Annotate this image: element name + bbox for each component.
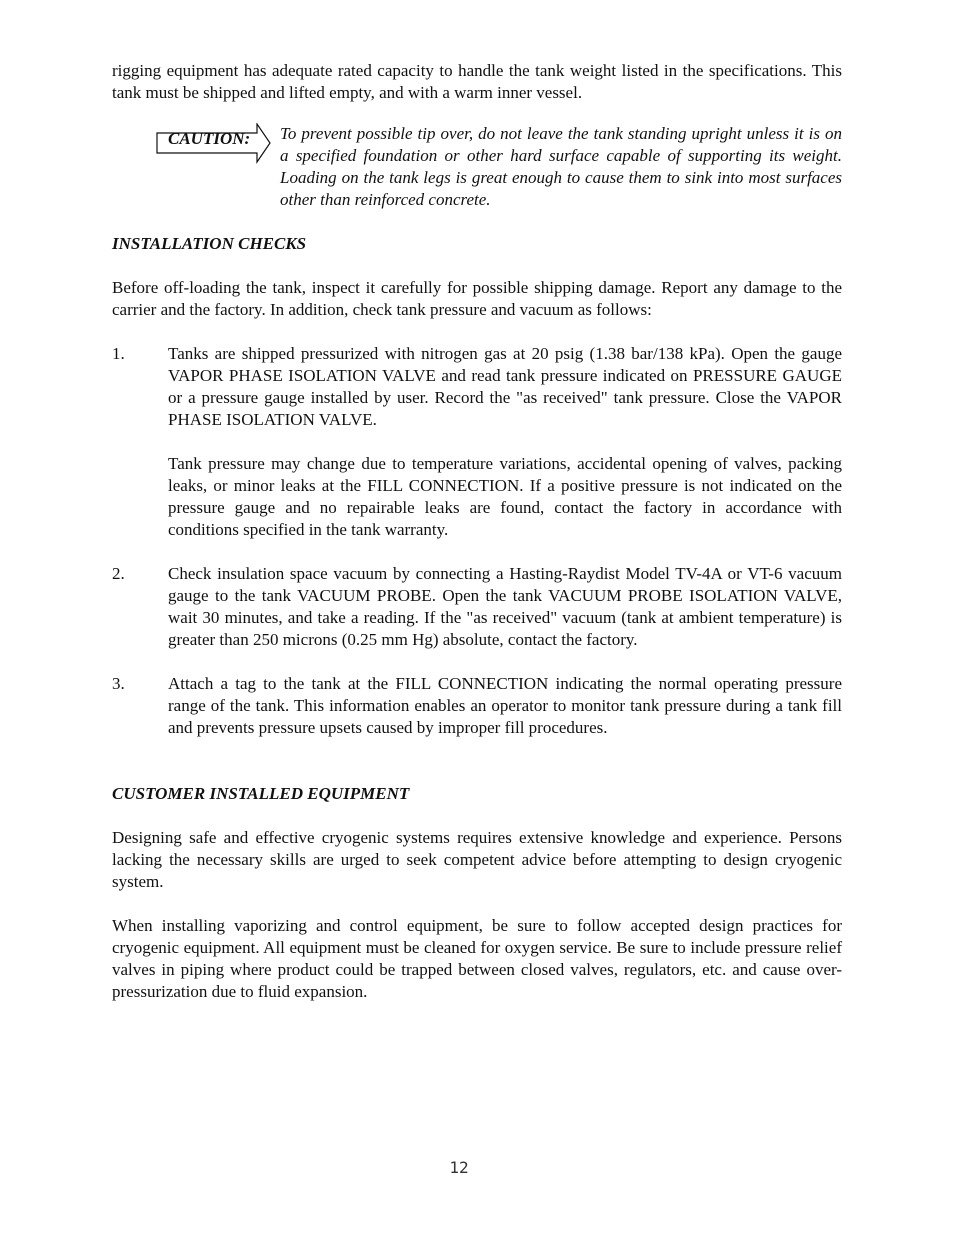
- caution-text: To prevent possible tip over, do not leave the tank standing upright unless it is on a specified foundation or other hard surface capable of supporting its weight. Loading on the tank legs is great enough to cause them to sink into most surfaces other than reinforced concrete.: [280, 124, 842, 209]
- list-item-text: Tanks are shipped pressurized with nitrogen gas at 20 psig (1.38 bar/138 kPa). Open the gauge VAPOR PHASE ISOLATION VALVE and read tank pressure indicated on PRESSURE GAUGE or a pressure gauge installed by user. Record the "as received" tank pressure. Close the VAPOR PHASE ISOLATION VALVE.: [168, 344, 842, 429]
- list-item-text: Check insulation space vacuum by connecting a Hasting-Raydist Model TV-4A or VT-6 vacuum gauge to the tank VACUUM PROBE. Open the tank VACUUM PROBE ISOLATION VALVE, wait 30 minutes, and take a reading. If the "as received" vacuum (tank at ambient temperature) is greater than 250 microns (0.25 mm Hg) absolute, contact the factory.: [168, 564, 842, 649]
- installation-checks-paragraph: Before off-loading the tank, inspect it carefully for possible shipping damage. Report any damage to the carrier and the factory. In addition, check tank pressure and vacuum as follows:: [112, 278, 842, 319]
- list-item-number: 2.: [112, 564, 125, 583]
- customer-equipment-paragraph-2: When installing vaporizing and control equipment, be sure to follow accepted design practices for cryogenic equipment. All equipment must be cleaned for oxygen service. Be sure to include pressure relief valves in piping where product could be trapped between closed valves, regulators, etc. and cause over-pressurization due to fluid expansion.: [112, 916, 842, 1001]
- caution-callout: [156, 123, 842, 211]
- page-number: 12: [449, 1158, 469, 1177]
- list-item-number: 1.: [112, 344, 125, 363]
- installation-checks-heading: INSTALLATION CHECKS: [112, 234, 307, 253]
- customer-equipment-heading: CUSTOMER INSTALLED EQUIPMENT: [112, 784, 410, 803]
- list-item-number: 3.: [112, 674, 125, 693]
- caution-label: CAUTION:: [168, 129, 251, 148]
- list-item: [112, 563, 842, 651]
- list-item-text: Attach a tag to the tank at the FILL CONNECTION indicating the normal operating pressure range of the tank. This information enables an operator to monitor tank pressure during a tank fill and prevents pressure upsets caused by improper fill procedures.: [168, 674, 842, 737]
- intro-paragraph: rigging equipment has adequate rated capacity to handle the tank weight listed in the specifications. This tank must be shipped and lifted empty, and with a warm inner vessel.: [112, 61, 842, 102]
- page-content: [112, 60, 842, 1003]
- customer-equipment-paragraph-1: Designing safe and effective cryogenic systems requires extensive knowledge and experience. Persons lacking the necessary skills are urged to seek competent advice before attempting to design cryogenic system.: [112, 828, 842, 891]
- list-item: [112, 673, 842, 739]
- list-item-text-continued: Tank pressure may change due to temperature variations, accidental opening of valves, packing leaks, or minor leaks at the FILL CONNECTION. If a positive pressure is not indicated on the pressure gauge and no repairable leaks are found, contact the factory in accordance with conditions specified in the tank warranty.: [168, 454, 842, 539]
- list-item: [112, 343, 842, 541]
- caution-arrow-icon: [156, 123, 282, 167]
